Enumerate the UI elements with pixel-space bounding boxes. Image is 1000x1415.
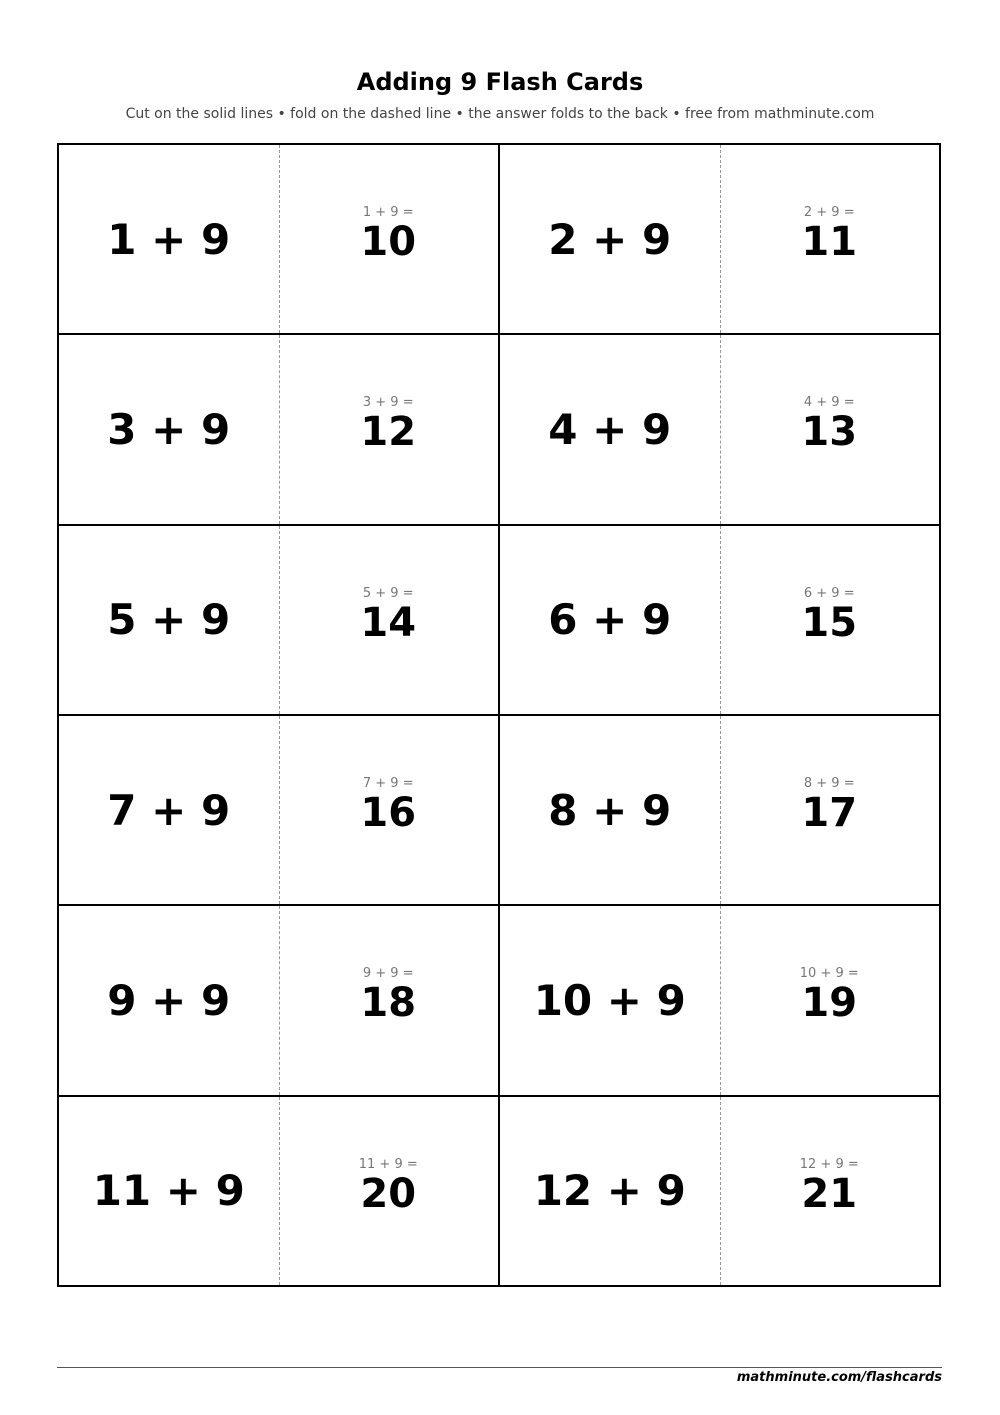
footer-divider (57, 1367, 942, 1368)
card-front-problem: 12 + 9 (533, 1166, 686, 1216)
card-back-hint: 3 + 9 = (362, 395, 414, 411)
card-back-answer: 11 (801, 219, 858, 266)
flash-card (500, 335, 941, 525)
card-back-answer: 12 (360, 409, 417, 456)
flash-card (59, 335, 500, 525)
card-front-problem: 1 + 9 (107, 214, 231, 264)
card-back-hint: 10 + 9 = (799, 966, 859, 982)
card-front-problem: 11 + 9 (92, 1166, 245, 1216)
card-back-answer: 21 (801, 1170, 858, 1217)
flash-card (500, 716, 941, 906)
card-front-problem: 8 + 9 (548, 785, 672, 835)
card-front-problem: 5 + 9 (107, 595, 231, 645)
card-back-answer: 13 (801, 409, 858, 456)
card-back-hint: 6 + 9 = (803, 585, 855, 601)
flash-card (59, 1097, 500, 1287)
flash-card (500, 145, 941, 335)
card-front-problem: 6 + 9 (548, 595, 672, 645)
card-back (720, 906, 940, 1094)
card-back (720, 1097, 940, 1285)
card-back-hint: 4 + 9 = (803, 395, 855, 411)
card-front-problem: 4 + 9 (548, 404, 672, 454)
card-back-hint: 7 + 9 = (362, 776, 414, 792)
card-back-answer: 16 (360, 790, 417, 837)
flash-card (59, 526, 500, 716)
flash-card (500, 906, 941, 1096)
card-back-answer: 15 (801, 599, 858, 646)
card-back (720, 526, 940, 714)
card-front-problem: 7 + 9 (107, 785, 231, 835)
card-back-hint: 8 + 9 = (803, 776, 855, 792)
page-title: Adding 9 Flash Cards (356, 68, 644, 96)
card-back (720, 716, 940, 904)
card-back-answer: 18 (360, 980, 417, 1027)
card-back-answer: 17 (801, 790, 858, 837)
card-front-problem: 9 + 9 (107, 975, 231, 1025)
card-back-hint: 11 + 9 = (358, 1156, 418, 1172)
card-front-problem: 2 + 9 (548, 214, 672, 264)
card-back-hint: 9 + 9 = (362, 966, 414, 982)
card-back (279, 906, 499, 1094)
card-back-answer: 14 (360, 599, 417, 646)
flash-card-grid (57, 143, 941, 1287)
footer-url: mathminute.com/flashcards (736, 1370, 942, 1385)
card-back-answer: 19 (801, 980, 858, 1027)
flash-card (500, 526, 941, 716)
flash-card (59, 145, 500, 335)
card-back-hint: 1 + 9 = (362, 205, 414, 221)
card-back (279, 145, 499, 333)
instructions-subtitle: Cut on the solid lines • fold on the dashed line • the answer folds to the back • free from mathminute.com (125, 106, 875, 122)
card-back-hint: 12 + 9 = (799, 1156, 859, 1172)
card-front-problem: 3 + 9 (107, 404, 231, 454)
card-back-hint: 2 + 9 = (803, 205, 855, 221)
card-back (720, 335, 940, 523)
card-back (279, 335, 499, 523)
card-back (279, 526, 499, 714)
card-back (279, 1097, 499, 1285)
flash-card (59, 906, 500, 1096)
card-front-problem: 10 + 9 (533, 975, 686, 1025)
flash-card (500, 1097, 941, 1287)
card-back (279, 716, 499, 904)
card-back (720, 145, 940, 333)
card-back-answer: 10 (360, 219, 417, 266)
card-back-answer: 20 (360, 1170, 417, 1217)
flash-card (59, 716, 500, 906)
card-back-hint: 5 + 9 = (362, 585, 414, 601)
